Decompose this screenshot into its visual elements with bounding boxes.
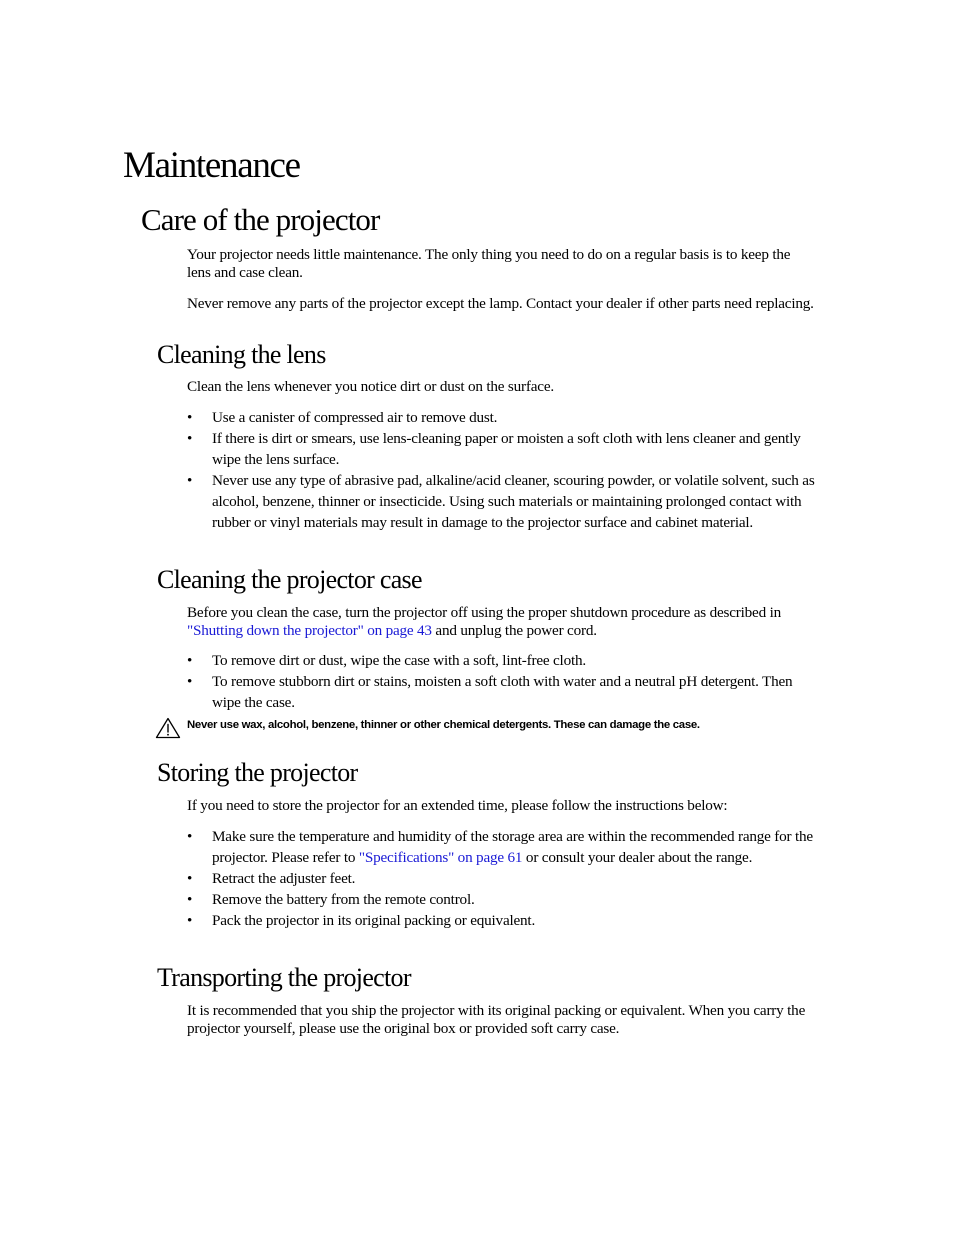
lens-intro: Clean the lens whenever you notice dirt or dust on the surface.: [187, 378, 554, 395]
list-item: • Remove the battery from the remote control.: [187, 891, 475, 908]
case-bullet-list: [187, 650, 817, 713]
lens-bullet-list: [187, 407, 817, 533]
list-item: • Use a canister of compressed air to remove dust.: [187, 409, 498, 426]
list-item: • Pack the projector in its original packing or equivalent.: [187, 912, 536, 929]
bullet: •: [187, 472, 193, 489]
list-item: • To remove dirt or dust, wipe the case with a soft, lint-free cloth.: [187, 652, 586, 669]
warning-text: Never use wax, alcohol, benzene, thinner or other chemical detergents. These can damage the case.: [187, 719, 700, 731]
case-intro: Before you clean the case, turn the projector off using the proper shutdown procedure as described in "Shutting down the projector" on page 43 and unplug the power cord.: [187, 604, 781, 639]
bullet: •: [187, 870, 193, 887]
section-heading-storing: Storing the projector: [157, 758, 358, 787]
list-item: • Retract the adjuster feet.: [187, 870, 356, 887]
storing-intro: If you need to store the projector for an extended time, please follow the instructions below:: [187, 797, 728, 814]
bullet: •: [187, 912, 193, 929]
list-item: • To remove stubborn dirt or stains, moisten a soft cloth with water and a neutral pH detergent. Then wipe the case.: [187, 673, 793, 711]
list-item: • If there is dirt or smears, use lens-cleaning paper or moisten a soft cloth with lens cleaner and gently wipe the lens surface.: [187, 430, 801, 468]
list-item: • Make sure the temperature and humidity of the storage area are within the recommended range for the projector. Please refer to "Specifications" on page 61 or consult your dealer about the range.: [187, 828, 813, 866]
bullet: •: [187, 891, 193, 908]
storing-bullet-list: [187, 826, 817, 931]
section-heading-care: Care of the projector: [141, 202, 380, 237]
bullet: •: [187, 828, 193, 845]
section-heading-case: Cleaning the projector case: [157, 565, 422, 594]
section-heading-transport: Transporting the projector: [157, 963, 411, 992]
page-title: Maintenance: [123, 145, 300, 186]
bullet: •: [187, 430, 193, 447]
list-item: • Never use any type of abrasive pad, alkaline/acid cleaner, scouring powder, or volatile solvent, such as alcohol, benzene, thinner or insecticide. Using such materials or maintaining prolonged contact with rubber or vinyl materials may result in damage to the projector surface and cabinet material.: [187, 472, 815, 531]
specifications-link[interactable]: "Specifications" on page 61: [358, 849, 523, 866]
bullet: •: [187, 673, 193, 690]
section-heading-lens: Cleaning the lens: [157, 340, 326, 369]
care-paragraph-1: Your projector needs little maintenance. The only thing you need to do on a regular basis is to keep the lens and case clean.: [187, 246, 791, 281]
bullet: •: [187, 409, 193, 426]
bullet: •: [187, 652, 193, 669]
warning-icon: [155, 717, 181, 739]
shutdown-link[interactable]: "Shutting down the projector" on page 43: [187, 622, 432, 639]
transport-paragraph: It is recommended that you ship the projector with its original packing or equivalent. When you carry the projector yourself, please use the original box or provided soft carry case.: [187, 1002, 806, 1037]
care-paragraph-2: Never remove any parts of the projector except the lamp. Contact your dealer if other parts need replacing.: [187, 295, 814, 312]
